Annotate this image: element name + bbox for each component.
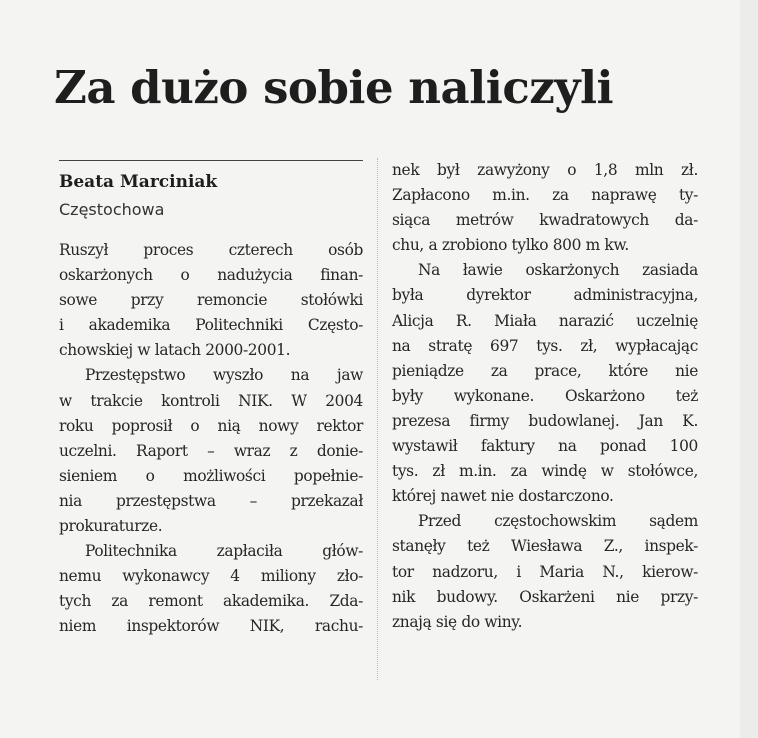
text-line: niem inspektorów NIK, rachu- [59, 617, 363, 636]
text-line: znają się do winy. [392, 612, 523, 631]
page-edge-shadow [740, 0, 758, 738]
text-line: chu, a zrobiono tylko 800 m kw. [392, 236, 629, 255]
text-line: siąca metrów kwadratowych da- [392, 211, 698, 230]
text-line: uczelni. Raport – wraz z donie- [59, 441, 363, 460]
text-line: tys. zł m.in. za windę w stołówce, [392, 462, 698, 481]
text-line: prezesa firmy budowlanej. Jan K. [392, 411, 698, 430]
text-line: na stratę 697 tys. zł, wypłacając [392, 336, 698, 355]
column-divider [377, 158, 378, 680]
text-line: była dyrektor administracyjna, [392, 286, 698, 305]
text-line: wystawił faktury na ponad 100 [392, 437, 698, 456]
text-line: nemu wykonawcy 4 miliony zło- [59, 567, 363, 586]
article-column-2 [392, 158, 698, 635]
text-line: w trakcie kontroli NIK. W 2004 [59, 391, 363, 410]
article-column-1 [59, 238, 363, 640]
dateline-city: Częstochowa [59, 200, 165, 219]
text-line: tych za remont akademika. Zda- [59, 592, 363, 611]
text-line: nia przestępstwa – przekazał [59, 491, 363, 510]
text-line: stanęły też Wiesława Z., inspek- [392, 537, 698, 556]
paragraph-first-line: Politechnika zapłaciła głów- [85, 542, 363, 561]
paragraph-first-line: Na ławie oskarżonych zasiada [418, 261, 698, 280]
author-name: Beata Marciniak [59, 172, 218, 192]
text-line: chowskiej w latach 2000-2001. [59, 341, 291, 360]
text-line: sowe przy remoncie stołówki [59, 291, 363, 310]
text-line: Ruszył proces czterech osób [59, 241, 363, 259]
paragraph-first-line: Przestępstwo wyszło na jaw [85, 366, 363, 385]
text-line: roku poprosił o nią nowy rektor [59, 416, 363, 435]
text-line: prokuraturze. [59, 517, 163, 536]
headline: Za dużo sobie naliczyli [54, 61, 614, 114]
text-line: oskarżonych o nadużycia finan- [59, 266, 363, 285]
text-line: sieniem o możliwości popełnie- [59, 466, 363, 485]
paragraph-first-line: Przed częstochowskim sądem [418, 512, 698, 531]
text-line: i akademika Politechniki Często- [59, 316, 363, 335]
text-line: nik budowy. Oskarżeni nie przy- [392, 587, 698, 606]
text-line: tor nadzoru, i Maria N., kierow- [392, 562, 698, 581]
text-line: były wykonane. Oskarżono też [392, 386, 698, 405]
text-line: Zapłacono m.in. za naprawę ty- [392, 186, 698, 205]
text-line: której nawet nie dostarczono. [392, 487, 614, 506]
byline-rule [59, 160, 363, 161]
text-line: Alicja R. Miała narazić uczelnię [392, 311, 698, 330]
text-line: pieniądze za prace, które nie [392, 361, 698, 380]
text-line: nek był zawyżony o 1,8 mln zł. [392, 161, 698, 179]
